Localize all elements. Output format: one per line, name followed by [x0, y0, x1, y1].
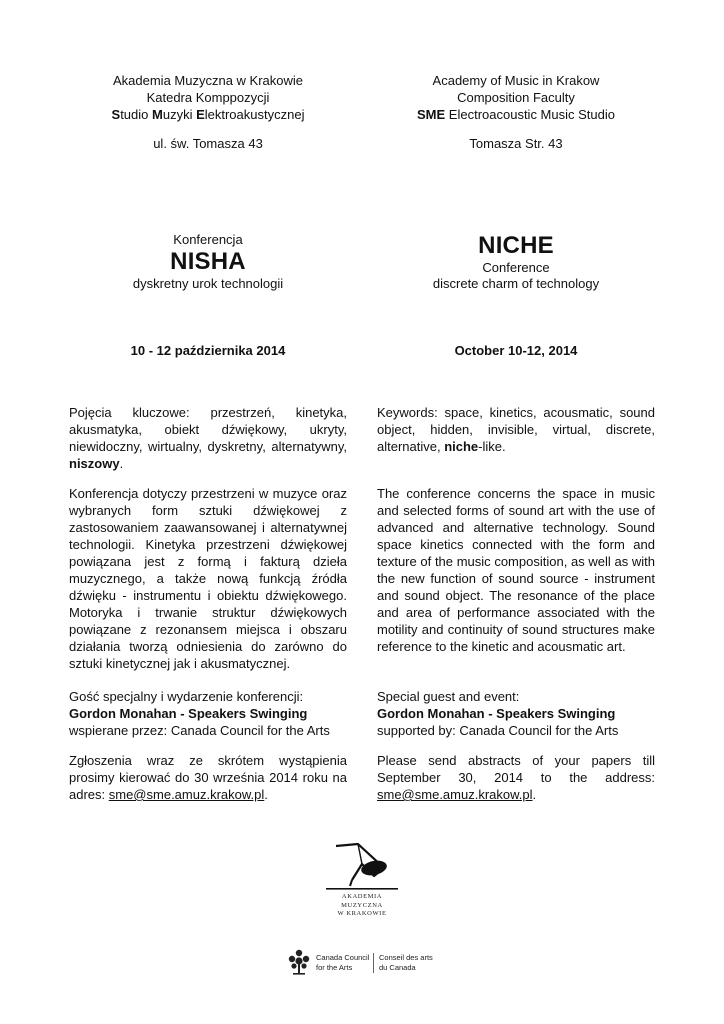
studio-s: S — [111, 107, 121, 122]
cc-en-line: for the Arts — [316, 963, 353, 972]
guest-pl — [69, 688, 347, 739]
conference-title-pl: NISHA — [170, 248, 246, 275]
academy-logo-text — [322, 893, 402, 919]
academy-logo-line: AKADEMIA — [341, 893, 383, 900]
keywords-text: Keywords: space, kinetics, acousmatic, sound object, hidden, invisible, virtual, discrete, alternative, — [377, 405, 655, 454]
description-en — [377, 485, 655, 655]
cc-divider — [373, 953, 374, 973]
keywords-end: -like. — [478, 439, 506, 454]
studio-abbr: SME — [417, 107, 446, 122]
guest-name: Gordon Monahan - Speakers Swinging — [69, 706, 308, 721]
guest-label: Gość specjalny i wydarzenie konferencji: — [69, 689, 304, 704]
conference-subtitle-pl: dyskretny urok technologii — [132, 276, 284, 291]
conference-date-en: October 10-12, 2014 — [454, 343, 578, 358]
keyword-highlight: niszowy — [69, 456, 120, 471]
guest-name: Gordon Monahan - Speakers Swinging — [377, 706, 616, 721]
conference-title-block-pl — [69, 232, 347, 292]
guest-label: Special guest and event: — [377, 689, 520, 704]
cc-fr-line: du Canada — [379, 963, 416, 972]
cc-fr-line: Conseil des arts — [379, 953, 433, 962]
conference-label-en: Conference — [482, 260, 550, 275]
faculty-name-pl: Katedra Komppozycji — [146, 90, 270, 105]
guest-support: wspierane przez: Canada Council for the Arts — [69, 723, 330, 738]
description-text: The conference concerns the space in music and selected forms of sound art with the use of advanced and alternative technology. Sound space kinetics connected with the form and texture of the music composition, as well as with the new function of sound source - instrument and sound object. The resonance of the place and area of performance associated with the motility and continuity of sound structures make reference to the kinetic and acousmatic art. — [377, 486, 655, 654]
cc-en-line: Canada Council — [316, 953, 370, 962]
submission-text: Zgłoszenia wraz ze skrótem wystąpienia prosimy kierować do 30 września 2014 roku na adres: — [69, 753, 347, 802]
keywords-pl — [69, 404, 347, 472]
guest-en — [377, 688, 655, 739]
canada-council-en — [316, 953, 369, 973]
keywords-end: . — [119, 456, 124, 471]
institution-header-en — [377, 72, 655, 123]
submission-text: Please send abstracts of your papers till September 30, 2014 to the address: — [377, 753, 655, 785]
studio-name-en — [377, 106, 655, 123]
conference-label-pl: Konferencja — [173, 232, 243, 247]
studio-part: uzyki — [162, 107, 197, 122]
academy-logo-line: MUZYCZNA — [341, 901, 383, 909]
address-en: Tomasza Str. 43 — [469, 136, 563, 151]
faculty-name-en: Composition Faculty — [457, 90, 575, 105]
description-text: Konferencja dotyczy przestrzeni w muzyce oraz wybranych form sztuki dźwiękowej z zastosowaniem zaawansowanej i alternatywnej technologii. Kinetyka przestrzeni dźwiękowej powiązana jest z formą i fakturą dzieła muzycznego, a także nową funkcją źródła dźwięku - instrumentu i obiektu dźwiękowego. Motoryka i trwanie struktur dźwiękowych powiązane z rezonansem miejsca i obszaru działania tworzą odniesienia do zarówno do sztuki kinetycznej jak i akusmatycznej. — [69, 486, 347, 671]
studio-e: E — [196, 107, 205, 122]
studio-rest: Electroacoustic Music Studio — [445, 107, 615, 122]
guest-support: supported by: Canada Council for the Arts — [377, 723, 619, 738]
conference-date-pl: 10 - 12 października 2014 — [130, 343, 286, 358]
studio-m: M — [152, 107, 163, 122]
institution-name-pl: Akademia Muzyczna w Krakowie — [112, 73, 304, 88]
submission-end: . — [532, 787, 537, 802]
keywords-en — [377, 404, 655, 455]
email-link[interactable]: sme@sme.amuz.krakow.pl — [377, 787, 533, 802]
submission-end: . — [264, 787, 268, 802]
academy-logo-line: W KRAKOWIE — [337, 910, 387, 917]
studio-name-pl — [69, 106, 347, 123]
studio-part: tudio — [120, 107, 152, 122]
submission-en — [377, 752, 655, 803]
keyword-highlight: niche — [444, 439, 479, 454]
submission-pl — [69, 752, 347, 803]
keywords-text: Pojęcia kluczowe: przestrzeń, kinetyka, akusmatyka, obiekt dźwiękowy, ukryty, niewidoczny, wirtualny, dyskretny, alternatywny, — [69, 405, 347, 454]
description-pl — [69, 485, 347, 672]
institution-name-en: Academy of Music in Krakow — [432, 73, 600, 88]
studio-part: lektroakustycznej — [204, 107, 305, 122]
address-pl: ul. św. Tomasza 43 — [153, 136, 263, 151]
email-link[interactable]: sme@sme.amuz.krakow.pl — [108, 787, 265, 802]
conference-title-block-en — [377, 232, 655, 292]
institution-header-pl — [69, 72, 347, 123]
canada-council-emblem-icon — [287, 948, 311, 976]
conference-title-en: NICHE — [478, 232, 554, 259]
canada-council-fr — [379, 953, 433, 973]
conference-subtitle-en: discrete charm of technology — [432, 276, 600, 291]
